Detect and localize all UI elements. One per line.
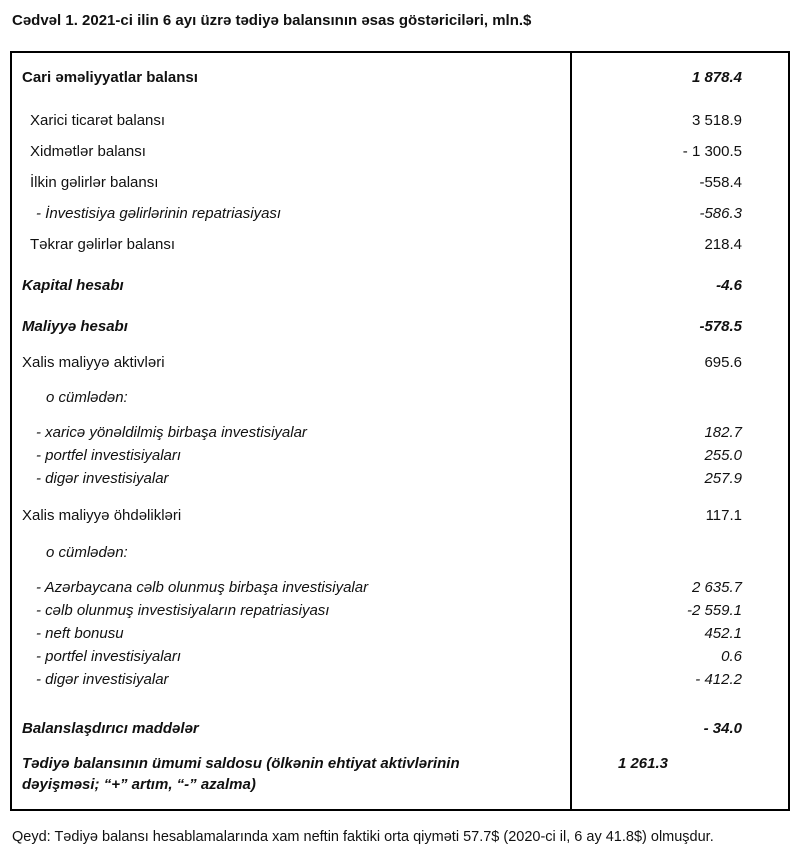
table-row	[12, 542, 788, 563]
row-label: Xalis maliyyə aktivləri	[22, 354, 165, 371]
row-label: - xaricə yönəldilmiş birbaşa investisiyalar	[36, 424, 307, 441]
row-value: -2 559.1	[686, 602, 742, 619]
row-value: - 1 300.5	[682, 143, 742, 160]
table-row	[12, 352, 788, 373]
row-label: Cari əməliyyatlar balansı	[22, 69, 198, 86]
table-row	[12, 600, 788, 621]
row-label: Təkrar gəlirlər balansı	[30, 236, 176, 253]
row-value: 1 878.4	[691, 69, 742, 86]
row-value: 452.1	[704, 625, 742, 642]
table-row	[12, 275, 788, 296]
table-column-divider	[570, 53, 572, 809]
row-value: -558.4	[699, 174, 742, 191]
table-row	[12, 203, 788, 224]
row-label: - İnvestisiya gəlirlərinin repatriasiyası	[36, 205, 282, 222]
row-label: Kapital hesabı	[22, 277, 124, 294]
table-row	[12, 141, 788, 162]
row-label: Xalis maliyyə öhdəlikləri	[22, 507, 182, 524]
row-label: - digər investisiyalar	[36, 671, 169, 688]
row-value: 218.4	[704, 236, 742, 253]
row-value: - 412.2	[695, 671, 742, 688]
row-label: - portfel investisiyaları	[36, 447, 182, 464]
page-title: Cədvəl 1. 2021-ci ilin 6 ayı üzrə tədiyə balansının əsas göstəriciləri, mln.$	[12, 12, 532, 29]
row-label: Tədiyə balansının ümumi saldosu (ölkənin ehtiyat aktivlərinin dəyişməsi; “+” artım, “-” azalma)	[22, 755, 460, 793]
row-value: 2 635.7	[691, 579, 742, 596]
table-row	[12, 468, 788, 489]
row-value: 255.0	[704, 447, 742, 464]
row-value: -586.3	[699, 205, 742, 222]
table-row	[12, 422, 788, 443]
row-value: 0.6	[721, 648, 742, 665]
balance-of-payments-table	[10, 51, 790, 811]
row-value: -578.5	[699, 318, 742, 335]
table-row	[12, 718, 788, 739]
row-label: - digər investisiyalar	[36, 470, 169, 487]
row-label: - Azərbaycana cəlb olunmuş birbaşa investisiyalar	[36, 579, 369, 596]
row-value: 117.1	[705, 507, 742, 524]
table-row	[12, 445, 788, 466]
row-label: - cəlb olunmuş investisiyaların repatriasiyası	[36, 602, 330, 619]
row-label: Balanslaşdırıcı maddələr	[22, 720, 199, 737]
table-row	[12, 316, 788, 337]
row-label: o cümlədən:	[46, 544, 128, 561]
row-label: - neft bonusu	[36, 625, 124, 642]
row-label: o cümlədən:	[46, 389, 128, 406]
table-row	[12, 234, 788, 255]
table-row	[12, 172, 788, 193]
row-label: - portfel investisiyaları	[36, 648, 182, 665]
row-label: İlkin gəlirlər balansı	[30, 174, 159, 191]
row-value: -4.6	[716, 277, 742, 294]
footnote: Qeyd: Tədiyə balansı hesablamalarında xam neftin faktiki orta qiyməti 57.7$ (2020-ci il, 6 ay 41.8$) olmuşdur.	[12, 829, 714, 845]
row-label: Maliyyə hesabı	[22, 318, 128, 335]
table-row	[12, 623, 788, 644]
table-row	[12, 646, 788, 667]
row-value: - 34.0	[703, 720, 742, 737]
table-row	[12, 387, 788, 408]
row-label: Xarici ticarət balansı	[30, 112, 166, 129]
row-value: 695.6	[704, 354, 742, 371]
table-row	[12, 110, 788, 131]
row-value: 182.7	[704, 424, 742, 441]
table-row	[12, 669, 788, 690]
row-value: 3 518.9	[691, 112, 742, 129]
row-value: 257.9	[704, 470, 742, 487]
table-row	[12, 753, 788, 795]
table-row	[12, 67, 788, 88]
row-label: Xidmətlər balansı	[30, 143, 146, 160]
table-row	[12, 577, 788, 598]
row-value: 1 261.3	[617, 755, 668, 772]
table-row	[12, 505, 788, 526]
